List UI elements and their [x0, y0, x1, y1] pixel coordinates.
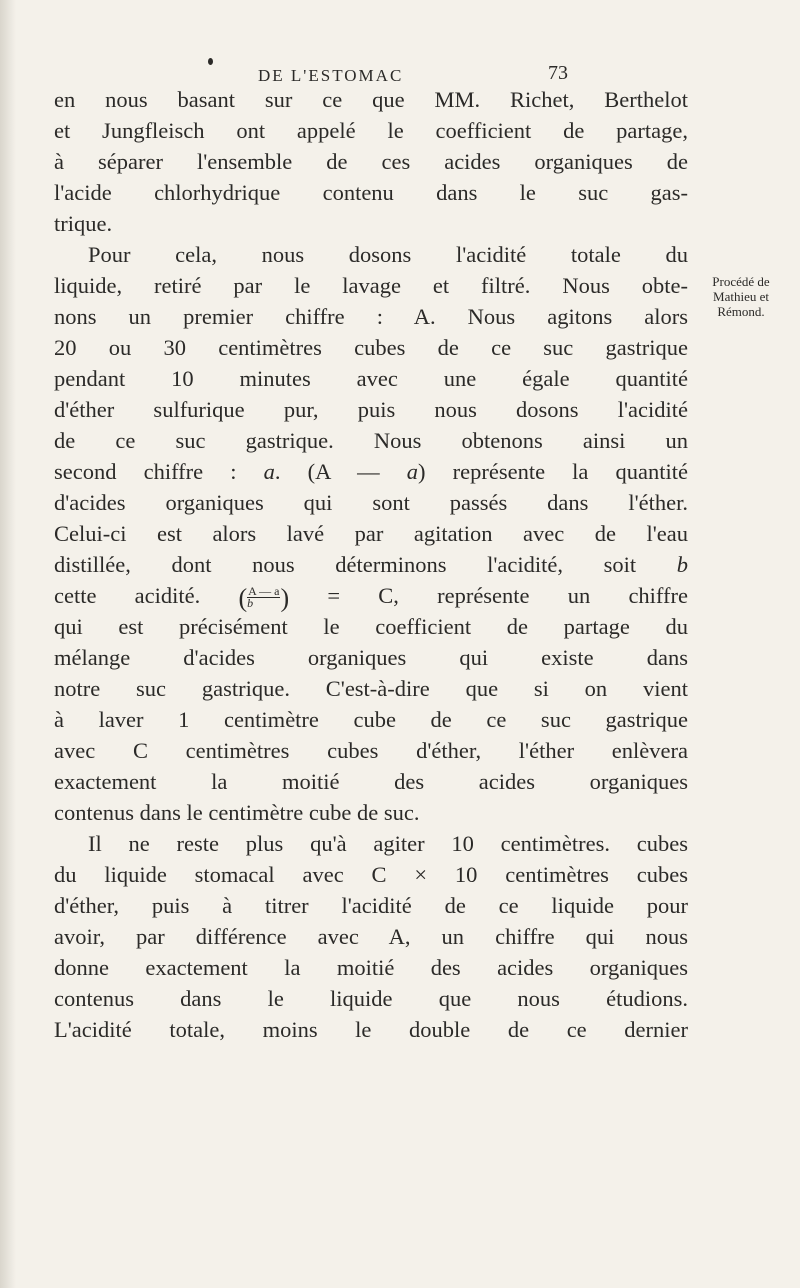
- text-line: contenus dans le liquide que nous étudions.: [54, 986, 688, 1011]
- text-line: Pour cela, nous dosons l'acidité totale du: [88, 242, 688, 267]
- margin-note-line: Rémond.: [717, 304, 765, 319]
- running-title: DE L'ESTOMAC: [258, 66, 404, 85]
- body-text: [54, 84, 688, 1045]
- text-line: à laver 1 centimètre cube de ce suc gastrique: [54, 707, 688, 732]
- margin-note: [696, 274, 786, 319]
- text-line: et Jungfleisch ont appelé le coefficient de partage,: [54, 118, 688, 143]
- fraction: $\frac{A — a}{b}$: [247, 584, 280, 611]
- margin-note-line: Procédé de: [712, 274, 770, 289]
- text-line: second chiffre : a. (A — a) représente la quantité: [54, 459, 688, 484]
- text-line: 20 ou 30 centimètres cubes de ce suc gastrique: [54, 335, 688, 360]
- text-line: Il ne reste plus qu'à agiter 10 centimètres. cubes: [88, 831, 688, 856]
- text-line: en nous basant sur ce que MM. Richet, Berthelot: [54, 87, 688, 112]
- margin-note-line: Mathieu et: [713, 289, 769, 304]
- text-line: d'éther, puis à titrer l'acidité de ce liquide pour: [54, 893, 688, 918]
- text-line: pendant 10 minutes avec une égale quantité: [54, 366, 688, 391]
- text-line: contenus dans le centimètre cube de suc.: [54, 800, 420, 825]
- text-line: d'acides organiques qui sont passés dans l'éther.: [54, 490, 688, 515]
- text-line: cette acidité. ( $\frac{A — a}{b}$ ) = C, représente un chiffre: [54, 583, 688, 613]
- page-spine-shadow: [0, 0, 16, 1288]
- text-line: l'acide chlorhydrique contenu dans le suc gas-: [54, 180, 688, 205]
- text-line: liquide, retiré par le lavage et filtré. Nous obte-: [54, 273, 688, 298]
- text-line: avec C centimètres cubes d'éther, l'éther enlèvera: [54, 738, 688, 763]
- text-line: du liquide stomacal avec C × 10 centimètres cubes: [54, 862, 688, 887]
- text-line: à séparer l'ensemble de ces acides organiques de: [54, 149, 688, 174]
- text-line: Celui-ci est alors lavé par agitation avec de l'eau: [54, 521, 688, 546]
- text-line: distillée, dont nous déterminons l'acidité, soit b: [54, 552, 688, 577]
- ink-dot: [208, 58, 213, 65]
- text-line: donne exactement la moitié des acides organiques: [54, 955, 688, 980]
- text-line: trique.: [54, 211, 113, 236]
- text-line: exactement la moitié des acides organiques: [54, 769, 688, 794]
- page-number: 73: [548, 62, 568, 84]
- text-line: nons un premier chiffre : A. Nous agitons alors: [54, 304, 688, 329]
- text-line: L'acidité totale, moins le double de ce dernier: [54, 1017, 688, 1042]
- text-line: d'éther sulfurique pur, puis nous dosons l'acidité: [54, 397, 688, 422]
- text-line: de ce suc gastrique. Nous obtenons ainsi un: [54, 428, 688, 453]
- text-line: avoir, par différence avec A, un chiffre qui nous: [54, 924, 688, 949]
- text-line: notre suc gastrique. C'est-à-dire que si on vient: [54, 676, 688, 701]
- text-line: mélange d'acides organiques qui existe dans: [54, 645, 688, 670]
- text-line: qui est précisément le coefficient de partage du: [54, 614, 688, 639]
